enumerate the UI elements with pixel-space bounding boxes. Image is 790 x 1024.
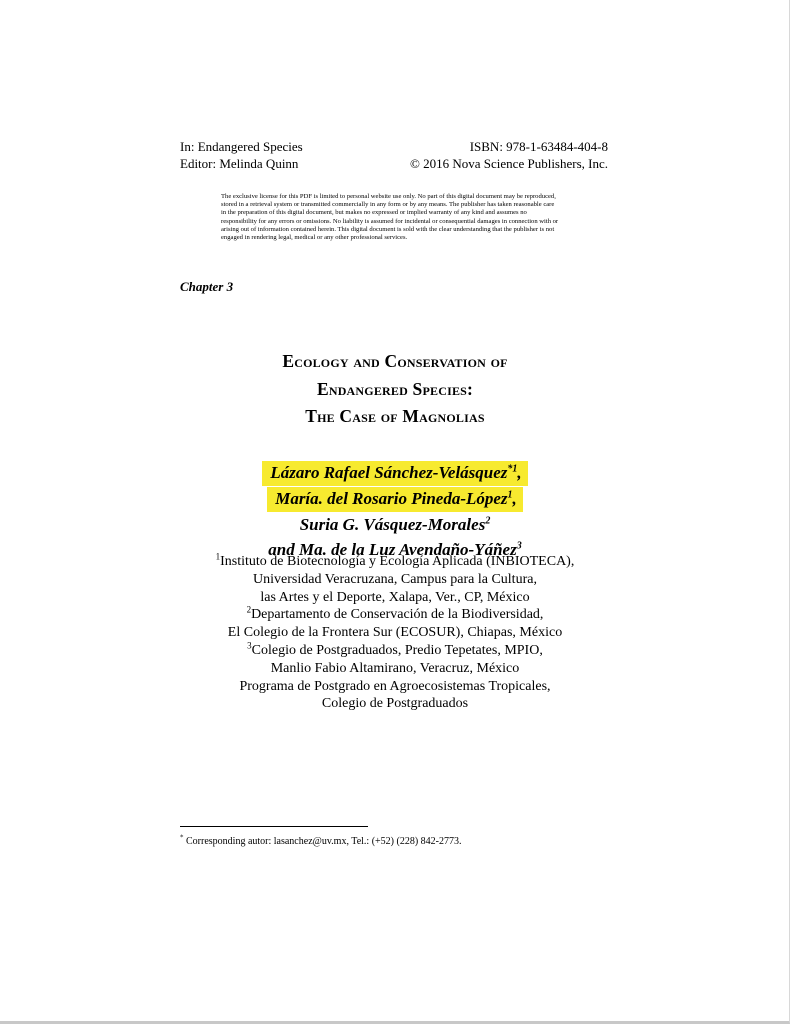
author-1	[0, 460, 790, 486]
affiliation-sup: 3	[247, 640, 252, 651]
author-suffix: ,	[512, 489, 517, 508]
copyright: © 2016 Nova Science Publishers, Inc.	[410, 156, 608, 171]
title-line-2: Endangered Species:	[316, 378, 474, 399]
author-sup: 3	[516, 540, 522, 552]
isbn: ISBN: 978-1-63484-404-8	[469, 139, 608, 154]
author-sup: 2	[485, 515, 491, 527]
book-title: In: Endangered Species	[180, 139, 303, 154]
author-list	[0, 460, 790, 562]
affiliation-line	[0, 553, 790, 571]
affiliation-line	[0, 624, 790, 642]
chapter-label: Chapter 3	[180, 279, 234, 294]
header-row-2	[180, 156, 608, 172]
footnote-divider	[180, 826, 368, 827]
affiliation-line	[0, 589, 790, 607]
affiliation-text: Departamento de Conservación de la Biodiversidad,	[251, 607, 544, 623]
footnote	[180, 833, 462, 848]
author-name: María. del Rosario Pineda-López	[275, 489, 508, 508]
affiliation-text: Universidad Veracruzana, Campus para la Cultura,	[253, 571, 537, 587]
affiliation-sup: 2	[246, 604, 252, 615]
affiliation-line	[0, 695, 790, 713]
affiliation-line	[0, 678, 790, 696]
author-name: Suria G. Vásquez-Morales	[299, 515, 486, 534]
chapter-title	[0, 348, 790, 431]
affiliation-text: Programa de Postgrado en Agroecosistemas Tropicales,	[239, 678, 551, 694]
affiliation-text: Colegio de Postgraduados, Predio Tepetates, MPIO,	[251, 642, 543, 658]
affiliation-line	[0, 660, 790, 678]
license-notice: The exclusive license for this PDF is limited to personal website use only. No part of this digital document may be reproduced, stored in a retrieval system or transmitted commercially in any form or by any means. The publisher has taken reasonable care in the preparation of this digital document, but makes no expressed or implied warranty of any kind and assumes no responsibility for any errors or omissions. No liability is assumed for incidental or consequential damages in connection with or arising out of information contained herein. This digital document is sold with the clear understanding that the publisher is not engaged in rendering legal, medical or any other professional services.	[221, 193, 559, 242]
title-line-1: Ecology and Conservation of	[282, 351, 508, 371]
affiliation-text: El Colegio de la Frontera Sur (ECOSUR), Chiapas, México	[227, 625, 563, 641]
affiliation-text: Instituto de Biotecnología y Ecología Aplicada (INBIOTECA),	[220, 554, 575, 569]
header-row-1	[180, 139, 608, 155]
author-suffix: ,	[517, 463, 522, 482]
author-highlight	[262, 461, 527, 486]
editor: Editor: Melinda Quinn	[180, 156, 299, 171]
affiliation-line	[0, 606, 790, 624]
author-sup: 1	[507, 489, 513, 501]
affiliation-text: las Artes y el Deporte, Xalapa, Ver., CP, México	[260, 589, 530, 605]
footnote-marker: *	[180, 833, 184, 842]
author-sup: *1	[507, 463, 518, 475]
affiliation-line	[0, 571, 790, 589]
affiliation-text: Colegio de Postgraduados	[321, 696, 469, 712]
title-line-3: The Case of Magnolias	[305, 406, 485, 426]
affiliations	[0, 553, 790, 713]
affiliation-line	[0, 642, 790, 660]
affiliation-sup: 1	[215, 551, 221, 562]
author-name: and Ma. de la Luz Avendaño-Yáñez	[268, 540, 517, 559]
author-highlight	[267, 487, 523, 512]
author-3	[0, 512, 790, 537]
author-2	[0, 486, 790, 512]
affiliation-text: Manlio Fabio Altamirano, Veracruz, México	[270, 660, 520, 676]
footnote-text: Corresponding autor: lasanchez@uv.mx, Tel.: (+52) (228) 842-2773.	[183, 836, 462, 847]
author-name: Lázaro Rafael Sánchez-Velásquez	[270, 463, 508, 482]
